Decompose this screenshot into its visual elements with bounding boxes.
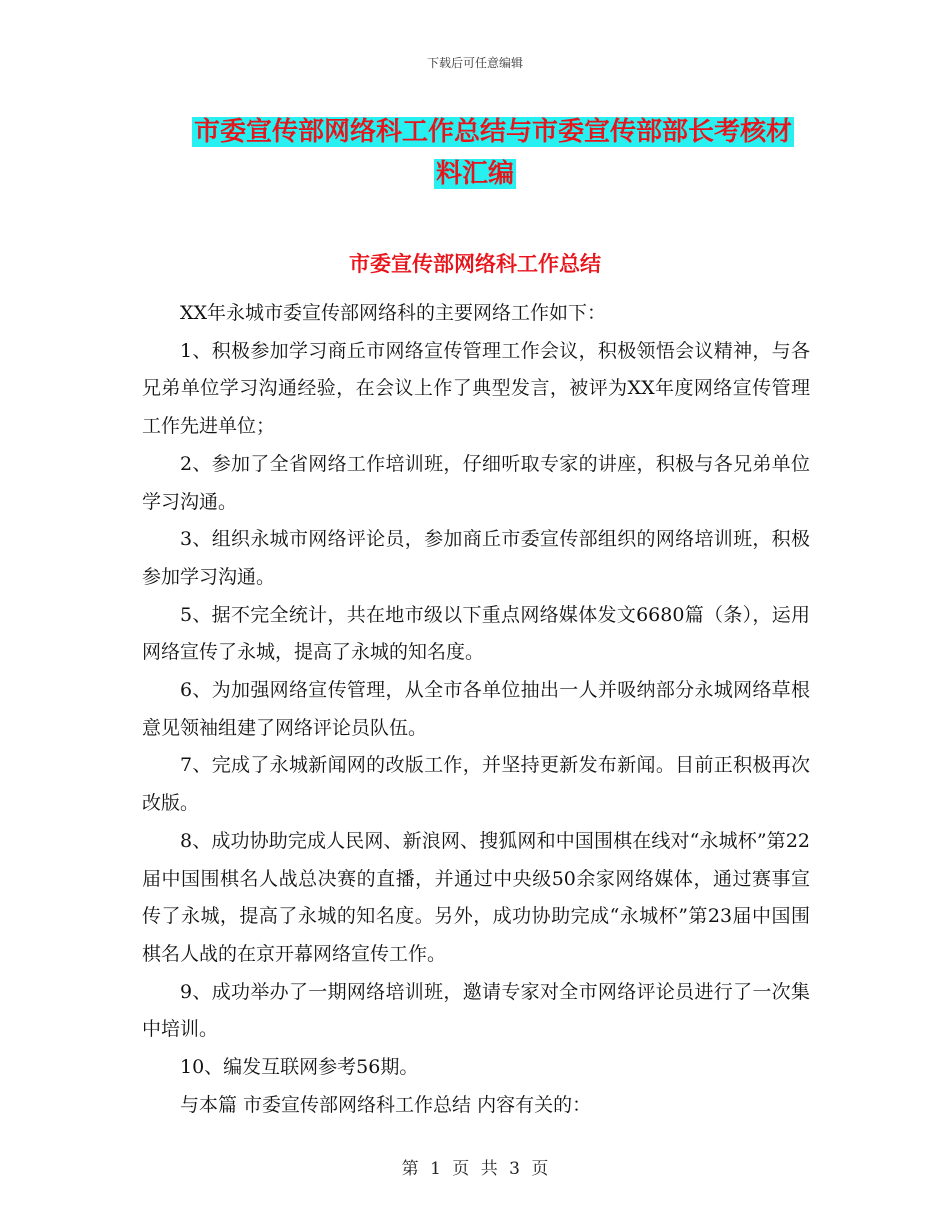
paragraph: XX年永城市委宣传部网络科的主要网络工作如下： — [180, 302, 607, 324]
paragraph: 2、参加了全省网络工作培训班，仔细听取专家的讲座，积极与各兄弟单位学习沟通。 — [142, 452, 810, 513]
document-title-text-1: 市委宣传部网络科工作总结与市委宣传部部长考核材 — [194, 117, 793, 147]
document-body — [142, 295, 810, 1124]
page-number-footer: 第 1 页 共 3 页 — [401, 1159, 549, 1179]
paragraph: 6、为加强网络宣传管理，从全市各单位抽出一人并吸纳部分永城网络草根意见领袖组建了网络评论员队伍。 — [142, 679, 810, 739]
paragraph: 1、积极参加学习商丘市网络宣传管理工作会议，积极领悟会议精神，与各兄弟单位学习沟通经验，在会议上作了典型发言，被评为XX年度网络宣传管理工作先进单位； — [142, 339, 810, 438]
paragraph: 9、成功举办了一期网络培训班，邀请专家对全市网络评论员进行了一次集中培训。 — [142, 980, 810, 1041]
section-title: 市委宣传部网络科工作总结 — [349, 252, 601, 276]
paragraph: 8、成功协助完成人民网、新浪网、搜狐网和中国围棋在线对“永城杯”第22届中国围棋名人战总决赛的直播，并通过中央级50余家网络媒体，通过赛事宣传了永城，提高了永城的知名度。另外，成功协助完成“永城杯”第23届中国围棋名人战的在京开幕网络宣传工作。 — [142, 829, 810, 965]
paragraph: 3、组织永城市网络评论员，参加商丘市委宣传部组织的网络培训班，积极参加学习沟通。 — [142, 528, 810, 588]
document-title-line-1 — [192, 115, 802, 149]
paragraph: 与本篇 市委宣传部网络科工作总结 内容有关的： — [180, 1093, 592, 1116]
header-note: 下载后可任意编辑 — [426, 56, 523, 70]
document-title-text-2: 料汇编 — [435, 159, 514, 189]
paragraph: 7、完成了永城新闻网的改版工作，并坚持更新发布新闻。目前正积极再次改版。 — [142, 754, 810, 815]
document-title-line-2 — [0, 157, 950, 191]
paragraph: 10、编发互联网参考56期。 — [180, 1056, 419, 1079]
paragraph: 5、据不完全统计，共在地市级以下重点网络媒体发文6680篇（条），运用网络宣传了永城，提高了永城的知名度。 — [142, 603, 810, 664]
